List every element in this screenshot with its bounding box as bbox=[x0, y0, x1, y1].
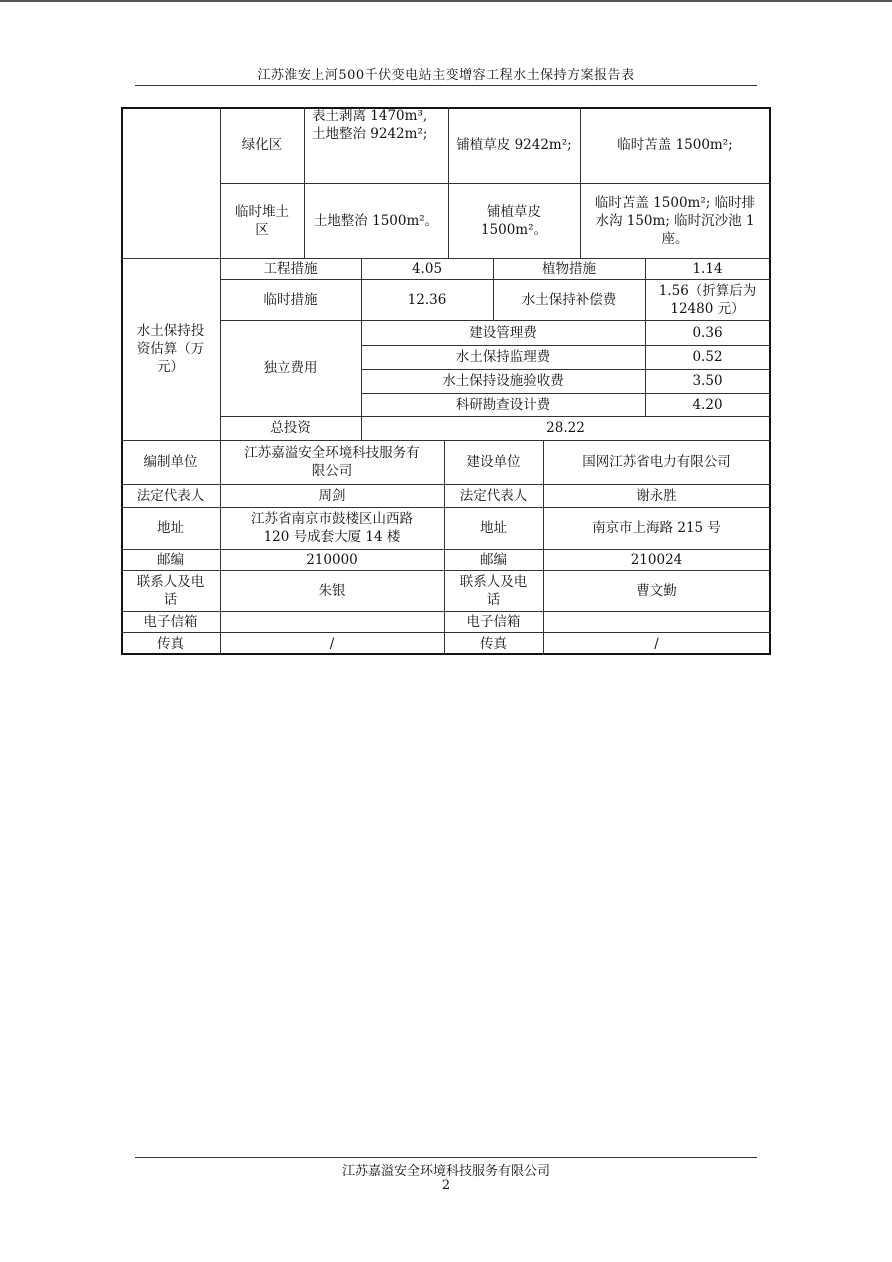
build-postcode-value: 210024 bbox=[630, 551, 683, 568]
greening-engineering-line: 表土剥离 1470m³, bbox=[312, 108, 428, 124]
contact-label-line: 话 bbox=[163, 591, 178, 608]
temporary-label: 临时措施 bbox=[263, 291, 318, 308]
prep-contact-value: 朱银 bbox=[318, 582, 346, 599]
build-unit-value: 国网江苏省电力有限公司 bbox=[582, 454, 731, 470]
prep-email-value bbox=[220, 611, 444, 632]
greening-engineering-measures bbox=[304, 107, 448, 183]
contact-label-line: 话 bbox=[486, 591, 501, 608]
prep-unit-line: 限公司 bbox=[311, 463, 353, 479]
stockpile-plant-measures: 铺植草皮 1500m²。 bbox=[480, 203, 548, 238]
stockpile-temporary-line: 座。 bbox=[661, 230, 689, 247]
stockpile-zone-line: 区 bbox=[255, 221, 269, 238]
greening-plant-measures: 铺植草皮 9242m²; bbox=[456, 137, 572, 153]
prep-email-label: 电子信箱 bbox=[143, 613, 198, 630]
footer-rule bbox=[135, 1157, 757, 1158]
page-number: 2 bbox=[441, 1178, 451, 1193]
independent-item-label: 科研勘查设计费 bbox=[455, 396, 551, 413]
header-rule bbox=[135, 85, 757, 86]
prep-legal-rep-value: 周剑 bbox=[318, 487, 346, 504]
build-contact-label bbox=[444, 570, 543, 611]
prep-contact-label bbox=[121, 570, 220, 611]
compensation-value-line: 12480 元） bbox=[670, 300, 745, 317]
investment-label-line: 元） bbox=[157, 359, 184, 375]
independent-item-label: 水土保持设施验收费 bbox=[442, 373, 564, 389]
prep-fax-value: / bbox=[329, 635, 335, 652]
contact-label-line: 联系人及电 bbox=[459, 573, 528, 590]
build-fax-value: / bbox=[654, 635, 659, 652]
prep-unit-label: 编制单位 bbox=[143, 454, 198, 470]
build-fax-label: 传真 bbox=[480, 635, 507, 652]
independent-item-label: 建设管理费 bbox=[469, 324, 537, 341]
build-contact-value: 曹文勤 bbox=[636, 582, 677, 599]
investment-label-line: 水土保持投 bbox=[136, 323, 205, 339]
compensation-value bbox=[645, 279, 770, 320]
build-address-label: 地址 bbox=[480, 520, 507, 536]
total-investment-label: 总投资 bbox=[270, 420, 311, 436]
plant-label: 植物措施 bbox=[542, 260, 596, 277]
compensation-label: 水土保持补偿费 bbox=[521, 291, 617, 308]
build-unit-label: 建设单位 bbox=[466, 454, 521, 470]
build-email-value bbox=[543, 611, 770, 632]
independent-item-value: 0.52 bbox=[692, 349, 723, 365]
build-address-value: 南京市上海路 215 号 bbox=[592, 520, 721, 536]
greening-engineering-line: 土地整治 9242m²; bbox=[312, 126, 428, 142]
independent-item-value: 3.50 bbox=[692, 373, 723, 389]
prep-address-value bbox=[220, 507, 444, 549]
report-header-title: 江苏淮安上河500千伏变电站主变增容工程水土保持方案报告表 bbox=[257, 68, 635, 83]
independent-item-value: 0.36 bbox=[692, 324, 723, 341]
prep-address-line: 120 号成套大厦 14 楼 bbox=[263, 529, 401, 545]
stockpile-zone-line: 临时堆土 bbox=[235, 203, 289, 220]
investment-estimate-label bbox=[121, 258, 220, 440]
plant-value: 1.14 bbox=[692, 260, 723, 277]
engineering-value: 4.05 bbox=[411, 260, 443, 277]
stockpile-temporary-line: 水沟 150m; 临时沉沙池 1 bbox=[595, 212, 755, 229]
independent-item-label: 水土保持监理费 bbox=[455, 349, 551, 365]
compensation-value-line: 1.56（折算后为 bbox=[658, 282, 757, 299]
build-email-label: 电子信箱 bbox=[466, 613, 521, 630]
prep-legal-rep-label: 法定代表人 bbox=[136, 487, 205, 504]
independent-item-value: 4.20 bbox=[692, 396, 723, 413]
engineering-label: 工程措施 bbox=[263, 260, 318, 277]
prep-address-line: 江苏省南京市鼓楼区山西路 bbox=[251, 511, 413, 527]
greening-temporary-measures: 临时苫盖 1500m²; bbox=[617, 137, 733, 153]
total-investment-value: 28.22 bbox=[546, 420, 585, 436]
investment-label-line: 资估算（万 bbox=[136, 341, 205, 357]
temporary-value: 12.36 bbox=[407, 291, 447, 308]
prep-fax-label: 传真 bbox=[157, 635, 184, 652]
stockpile-temporary-measures bbox=[580, 183, 770, 258]
build-legal-rep-value: 谢永胜 bbox=[636, 487, 677, 504]
prep-postcode-label: 邮编 bbox=[157, 551, 184, 568]
prep-postcode-value: 210000 bbox=[306, 551, 358, 568]
stockpile-temporary-line: 临时苫盖 1500m²; 临时排 bbox=[594, 194, 756, 211]
zone-greening: 绿化区 bbox=[241, 137, 283, 153]
zone-stockpile bbox=[220, 183, 304, 258]
contact-label-line: 联系人及电 bbox=[136, 573, 205, 590]
independent-cost-label: 独立费用 bbox=[263, 360, 318, 376]
footer-company: 江苏嘉溢安全环境科技服务有限公司 bbox=[341, 1164, 550, 1179]
page-top-border bbox=[0, 0, 892, 2]
prep-address-label: 地址 bbox=[157, 520, 184, 536]
stockpile-engineering-measures: 土地整治 1500m²。 bbox=[313, 212, 439, 229]
build-postcode-label: 邮编 bbox=[480, 551, 507, 568]
prep-unit-value bbox=[220, 440, 444, 484]
prep-unit-line: 江苏嘉溢安全环境科技服务有 bbox=[244, 445, 420, 461]
build-legal-rep-label: 法定代表人 bbox=[459, 487, 528, 504]
